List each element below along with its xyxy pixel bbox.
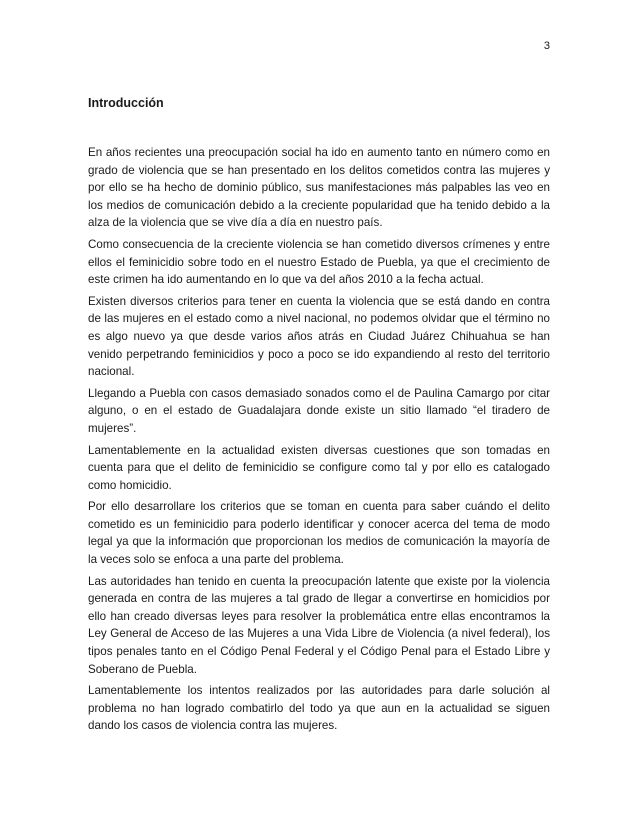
section-heading: Introducción [88, 96, 164, 110]
document-body [88, 96, 550, 739]
page-number: 3 [543, 40, 550, 52]
paragraph-7: Las autoridades han tenido en cuenta la preocupación latente que existe por la violencia generada en contra de las mujeres a tal grado de llegar a convertirse en homicidios por ello han creado diversas leyes para resolver la problemática entre ellas encontramos la Ley General de Acceso de las Mujeres a una Vida Libre de Violencia (a nivel federal), los tipos penales tanto en el Código Penal Federal y el Código Penal para el Estado Libre y Soberano de Puebla. [88, 574, 550, 676]
paragraph-8: Lamentablemente los intentos realizados por las autoridades para darle solución al problema no han logrado combatirlo del todo ya que aun en la actualidad se siguen dando los casos de violencia contra las mujeres. [88, 684, 550, 733]
paragraph-4: Llegando a Puebla con casos demasiado sonados como el de Paulina Camargo por citar alguno, o en el estado de Guadalajara donde existe un sitio llamado “el tiradero de mujeres”. [88, 386, 550, 435]
paragraph-2: Como consecuencia de la creciente violencia se han cometido diversos crímenes y entre ellos el feminicidio sobre todo en el nuestro Estado de Puebla, ya que el crecimiento de este crimen ha ido aumentando en lo que va del años 2010 a la fecha actual. [88, 237, 550, 287]
paragraph-6: Por ello desarrollare los criterios que se toman en cuenta para saber cuándo el delito cometido es un feminicidio para poderlo identificar y conocer acerca del tema de modo legal ya que la información que proporcionan los medios de comunicación la mayoría de la veces solo se enfoca a una parte del problema. [88, 500, 550, 567]
paragraph-5: Lamentablemente en la actualidad existen diversas cuestiones que son tomadas en cuenta para que el delito de feminicidio se configure como tal y por ello es catalogado como homicidio. [88, 443, 550, 492]
paragraph-1: En años recientes una preocupación social ha ido en aumento tanto en número como en grado de violencia que se han presentado en los delitos cometidos contra las mujeres y por ello se ha hecho de dominio público, sus manifestaciones más palpables las veo en los medios de comunicación debido a la creciente popularidad que ha tenido debido a la alza de la violencia que se vive día a día en nuestro país. [88, 146, 550, 230]
paragraph-3: Existen diversos criterios para tener en cuenta la violencia que se está dando en contra de las mujeres en el estado como a nivel nacional, no podemos olvidar que el término no es algo nuevo ya que desde varios años atrás en Ciudad Juárez Chihuahua se han venido perpetrando feminicidios y poco a poco se ido expandiendo al resto del territorio nacional. [88, 294, 550, 379]
